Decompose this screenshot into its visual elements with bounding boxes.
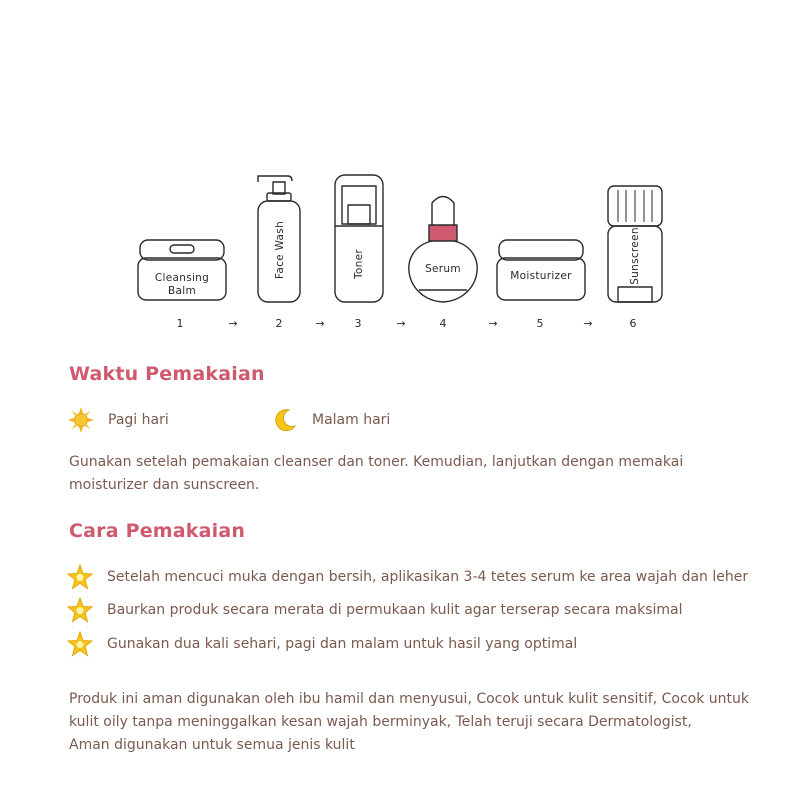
usage-step-text: Gunakan dua kali sehari, pagi dan malam untuk hasil yang optimal	[107, 636, 578, 652]
morning-usage-item	[68, 406, 169, 434]
step-number-5: 5	[536, 317, 544, 330]
step-number-6: 6	[629, 317, 637, 330]
arrow-right-icon: →	[228, 317, 238, 330]
sunscreen-cap-ridges	[618, 190, 652, 222]
note-line: Produk ini aman digunakan oleh ibu hamil dan menyusui, Cocok untuk kulit sensitif, Cocok untuk	[69, 691, 749, 707]
arrow-right-icon: →	[315, 317, 325, 330]
label-cleansing-balm-line2: Balm	[168, 285, 196, 297]
night-usage-item	[272, 406, 390, 434]
arrow-right-icon: →	[488, 317, 498, 330]
usage-step-item	[67, 596, 683, 624]
how-to-use-heading: Cara Pemakaian	[69, 520, 246, 542]
morning-label: Pagi hari	[108, 412, 169, 428]
usage-step-item	[67, 563, 748, 591]
label-cleansing-balm-line1: Cleansing	[154, 272, 210, 284]
product-safety-note	[69, 688, 769, 757]
usage-time-description	[69, 451, 749, 497]
step-number-2: 2	[275, 317, 283, 330]
usage-step-item	[67, 630, 577, 658]
glowing-star-icon	[67, 564, 93, 590]
usage-step-text: Setelah mencuci muka dengan bersih, aplikasikan 3-4 tetes serum ke area wajah dan leher	[107, 569, 749, 585]
toner-bottle-icon	[335, 175, 383, 302]
description-line: moisturizer dan sunscreen.	[69, 477, 260, 493]
label-face-wash: Face Wash	[274, 220, 286, 280]
glowing-star-icon	[67, 631, 93, 657]
label-serum: Serum	[425, 263, 461, 275]
usage-time-heading: Waktu Pemakaian	[69, 363, 265, 385]
usage-step-text: Baurkan produk secara merata di permukaan kulit agar terserap secara maksimal	[107, 602, 683, 618]
arrow-right-icon: →	[583, 317, 593, 330]
step-number-4: 4	[439, 317, 447, 330]
crescent-moon-icon	[272, 407, 298, 433]
arrow-right-icon: →	[396, 317, 406, 330]
skincare-routine-illustration	[120, 165, 680, 340]
label-toner: Toner	[353, 249, 365, 279]
note-line: kulit oily tanpa meninggalkan kesan wajah berminyak, Telah teruji secara Dermatologist,	[69, 714, 692, 730]
note-line: Aman digunakan untuk semua jenis kulit	[69, 737, 355, 753]
sun-icon	[68, 407, 94, 433]
step-number-3: 3	[354, 317, 362, 330]
description-line: Gunakan setelah pemakaian cleanser dan toner. Kemudian, lanjutkan dengan memakai	[69, 454, 684, 470]
label-sunscreen: Sunscreen	[629, 227, 641, 285]
night-label: Malam hari	[312, 412, 391, 428]
glowing-star-icon	[67, 597, 93, 623]
label-moisturizer: Moisturizer	[510, 270, 572, 282]
serum-dropper-bottle-icon	[409, 197, 477, 303]
step-number-1: 1	[176, 317, 184, 330]
